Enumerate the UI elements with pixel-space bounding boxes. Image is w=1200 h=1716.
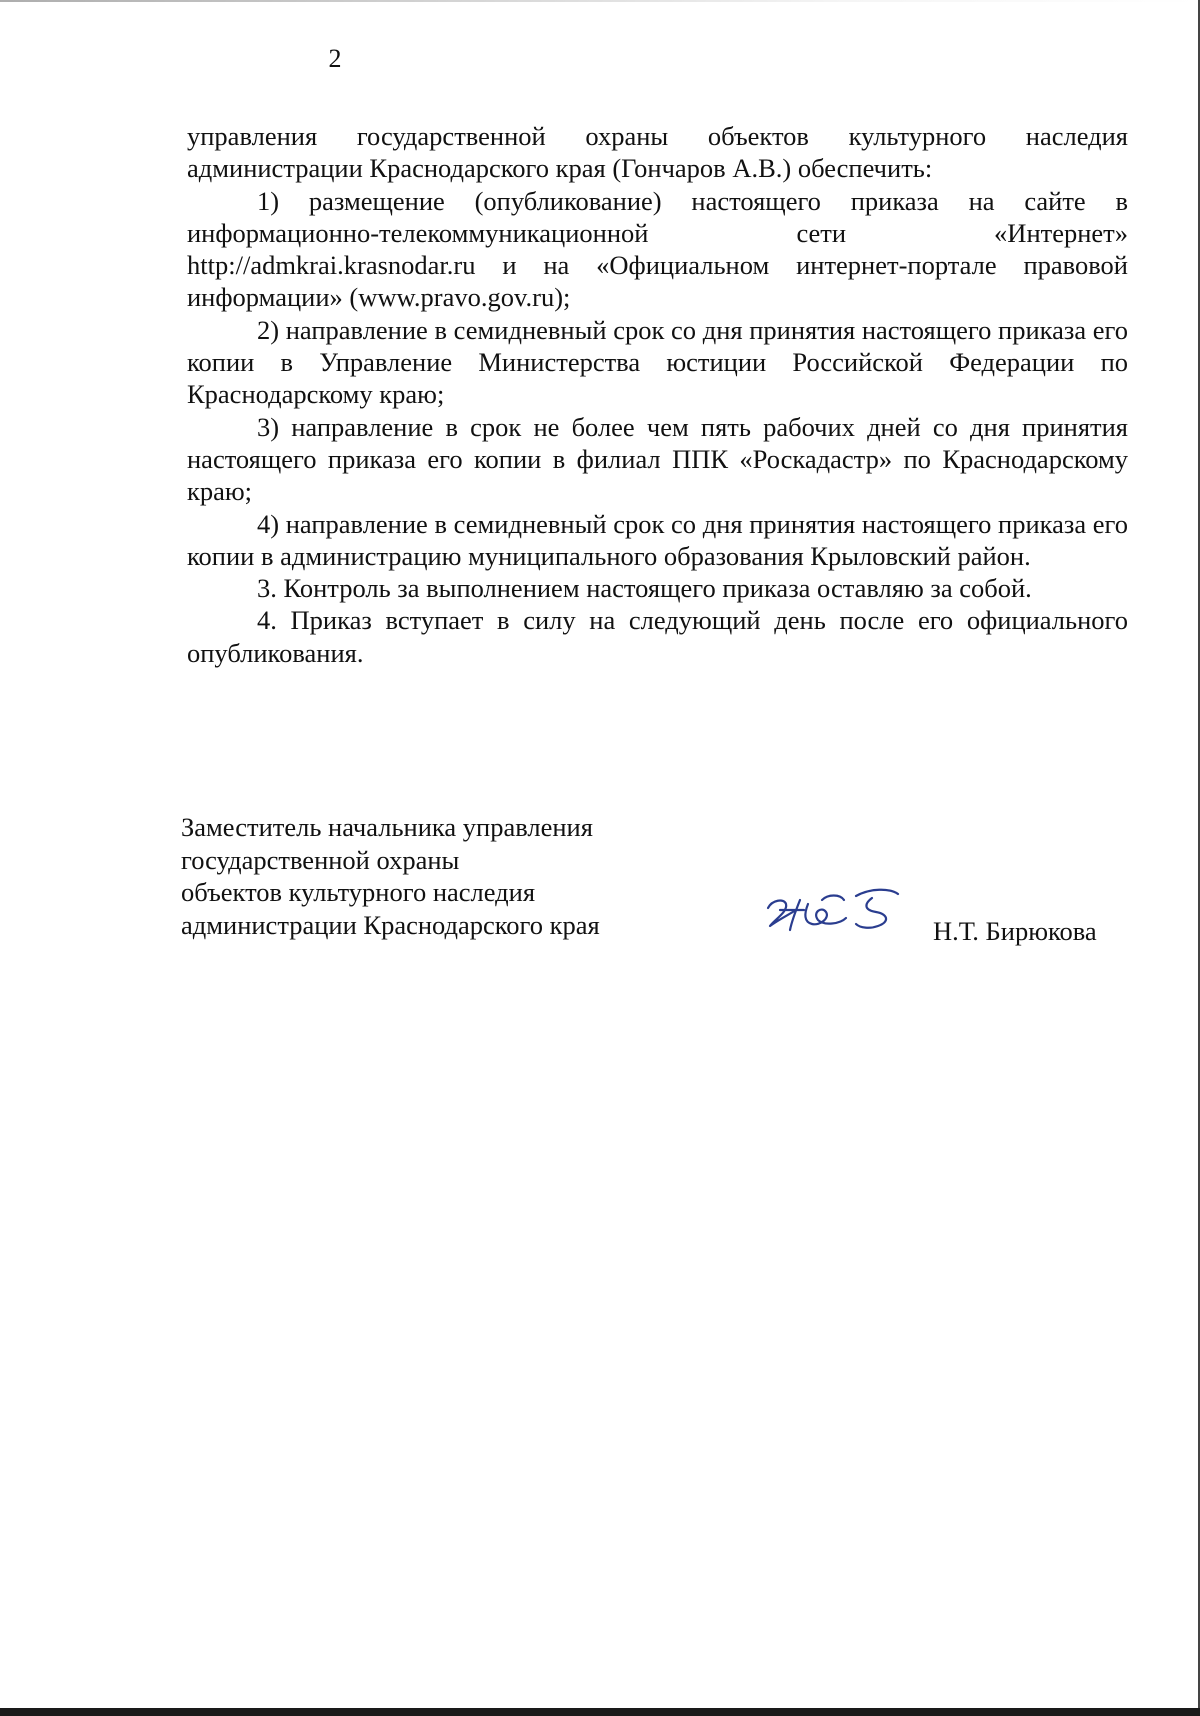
position-line: администрации Краснодарского края [181,909,600,940]
position-line: объектов культурного наследия [181,877,536,907]
paragraph-item-2: 2) направление в семидневный срок со дня принятия настоящего приказа его копии в Управление Министерства юстиции Российской Федерации по Краснодарскому краю; [187,314,1128,410]
paragraph-clause-3: 3. Контроль за выполнением настоящего приказа оставляю за собой. [257,573,1032,604]
scan-edge-bottom [0,1708,1200,1716]
paragraph-item-4: 4) направление в семидневный срок со дня принятия настоящего приказа его копии в администрацию муниципального образования Крыловский район. [187,508,1128,571]
paragraph-clause-4: 4. Приказ вступает в силу на следующий день после его официального опубликования. [187,605,1128,668]
position-line: государственной охраны [181,844,460,875]
page-number-text: 2 [328,44,342,73]
signatory-position [181,811,741,941]
scan-edge-top [0,0,1200,2]
document-body [187,120,1128,669]
paragraph-intro: управления государственной охраны объектов культурного наследия администрации Краснодарского края (Гончаров А.В.) обеспечить: [187,121,1128,184]
signer-name: Н.Т. Бирюкова [933,916,1097,946]
page-number [0,44,1200,74]
paragraph-item-3: 3) направление в срок не более чем пять рабочих дней со дня принятия настоящего приказа его копии в филиал ППК «Роскадастр» по Краснодарскому краю; [187,411,1128,507]
position-line: Заместитель начальника управления [181,812,593,842]
paragraph-item-1: 1) размещение (опубликование) настоящего приказа на сайте в информационно-телекоммуникационной сети «Интернет» http://admkrai.krasnodar.ru и на «Официальном интернет-портале правовой информации» (www.pravo.gov.ru); [187,185,1128,313]
handwritten-signature [760,880,910,940]
